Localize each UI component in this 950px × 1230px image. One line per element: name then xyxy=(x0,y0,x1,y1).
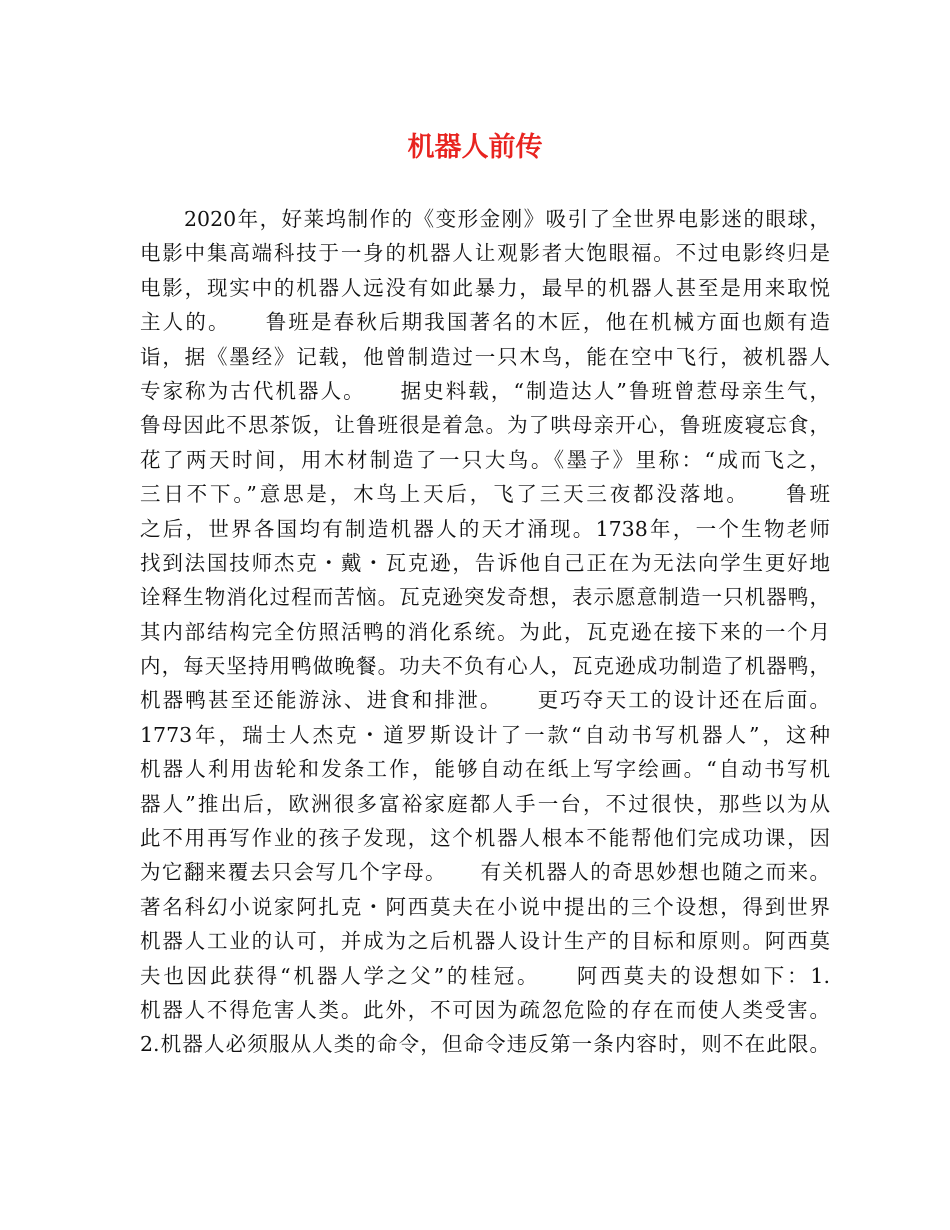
body-line: 器人”推出后，欧洲很多富裕家庭都人手一台，不过很快，那些以为从 xyxy=(140,791,830,816)
body-line: 其内部结构完全仿照活鸭的消化系统。为此，瓦克逊在接下来的一个月 xyxy=(140,619,830,644)
body-line: 专家称为古代机器人。 据史料载，“制造达人”鲁班曾惹母亲生气， xyxy=(140,378,830,403)
body-line: 主人的。 鲁班是春秋后期我国著名的木匠，他在机械方面也颇有造 xyxy=(140,310,830,335)
body-line: 机器人不得危害人类。此外，不可因为疏忽危险的存在而使人类受害。 xyxy=(140,997,830,1022)
body-line: 电影中集高端科技于一身的机器人让观影者大饱眼福。不过电影终归是 xyxy=(140,241,830,266)
article-body xyxy=(140,202,830,1062)
body-line: 花了两天时间，用木材制造了一只大鸟。《墨子》里称：“成而飞之， xyxy=(140,447,830,472)
body-line: 机器鸭甚至还能游泳、进食和排泄。 更巧夺天工的设计还在后面。 xyxy=(140,688,830,713)
body-line: 著名科幻小说家阿扎克・阿西莫夫在小说中提出的三个设想，得到世界 xyxy=(140,894,830,919)
body-line: 电影，现实中的机器人远没有如此暴力，最早的机器人甚至是用来取悦 xyxy=(140,275,830,300)
body-line: 1773年，瑞士人杰克・道罗斯设计了一款“自动书写机器人”，这种 xyxy=(140,722,830,747)
body-line: 找到法国技师杰克・戴・瓦克逊，告诉他自己正在为无法向学生更好地 xyxy=(140,550,830,575)
body-line: 鲁母因此不思茶饭，让鲁班很是着急。为了哄母亲开心，鲁班废寝忘食， xyxy=(140,413,830,438)
body-line: 之后，世界各国均有制造机器人的天才涌现。1738年，一个生物老师 xyxy=(140,516,830,541)
body-line: 内，每天坚持用鸭做晚餐。功夫不负有心人，瓦克逊成功制造了机器鸭， xyxy=(140,654,830,679)
body-line: 为它翻来覆去只会写几个字母。 有关机器人的奇思妙想也随之而来。 xyxy=(140,860,830,885)
body-line: 三日不下。”意思是，木鸟上天后，飞了三天三夜都没落地。 鲁班 xyxy=(140,482,830,507)
body-line: 夫也因此获得“机器人学之父”的桂冠。 阿西莫夫的设想如下：1. xyxy=(140,963,830,988)
body-line: 诠释生物消化过程而苦恼。瓦克逊突发奇想，表示愿意制造一只机器鸭， xyxy=(140,585,830,610)
body-line: 机器人工业的认可，并成为之后机器人设计生产的目标和原则。阿西莫 xyxy=(140,929,830,954)
body-line: 机器人利用齿轮和发条工作，能够自动在纸上写字绘画。“自动书写机 xyxy=(140,757,830,782)
body-line: 2020年，好莱坞制作的《变形金刚》吸引了全世界电影迷的眼球， xyxy=(140,207,830,231)
body-line: 诣，据《墨经》记载，他曾制造过一只木鸟，能在空中飞行，被机器人 xyxy=(140,344,830,369)
body-line: 2.机器人必须服从人类的命令，但命令违反第一条内容时，则不在此限。 xyxy=(140,1032,830,1057)
body-line: 此不用再写作业的孩子发现，这个机器人根本不能帮他们完成功课，因 xyxy=(140,826,830,851)
page-title: 机器人前传 xyxy=(407,132,543,163)
